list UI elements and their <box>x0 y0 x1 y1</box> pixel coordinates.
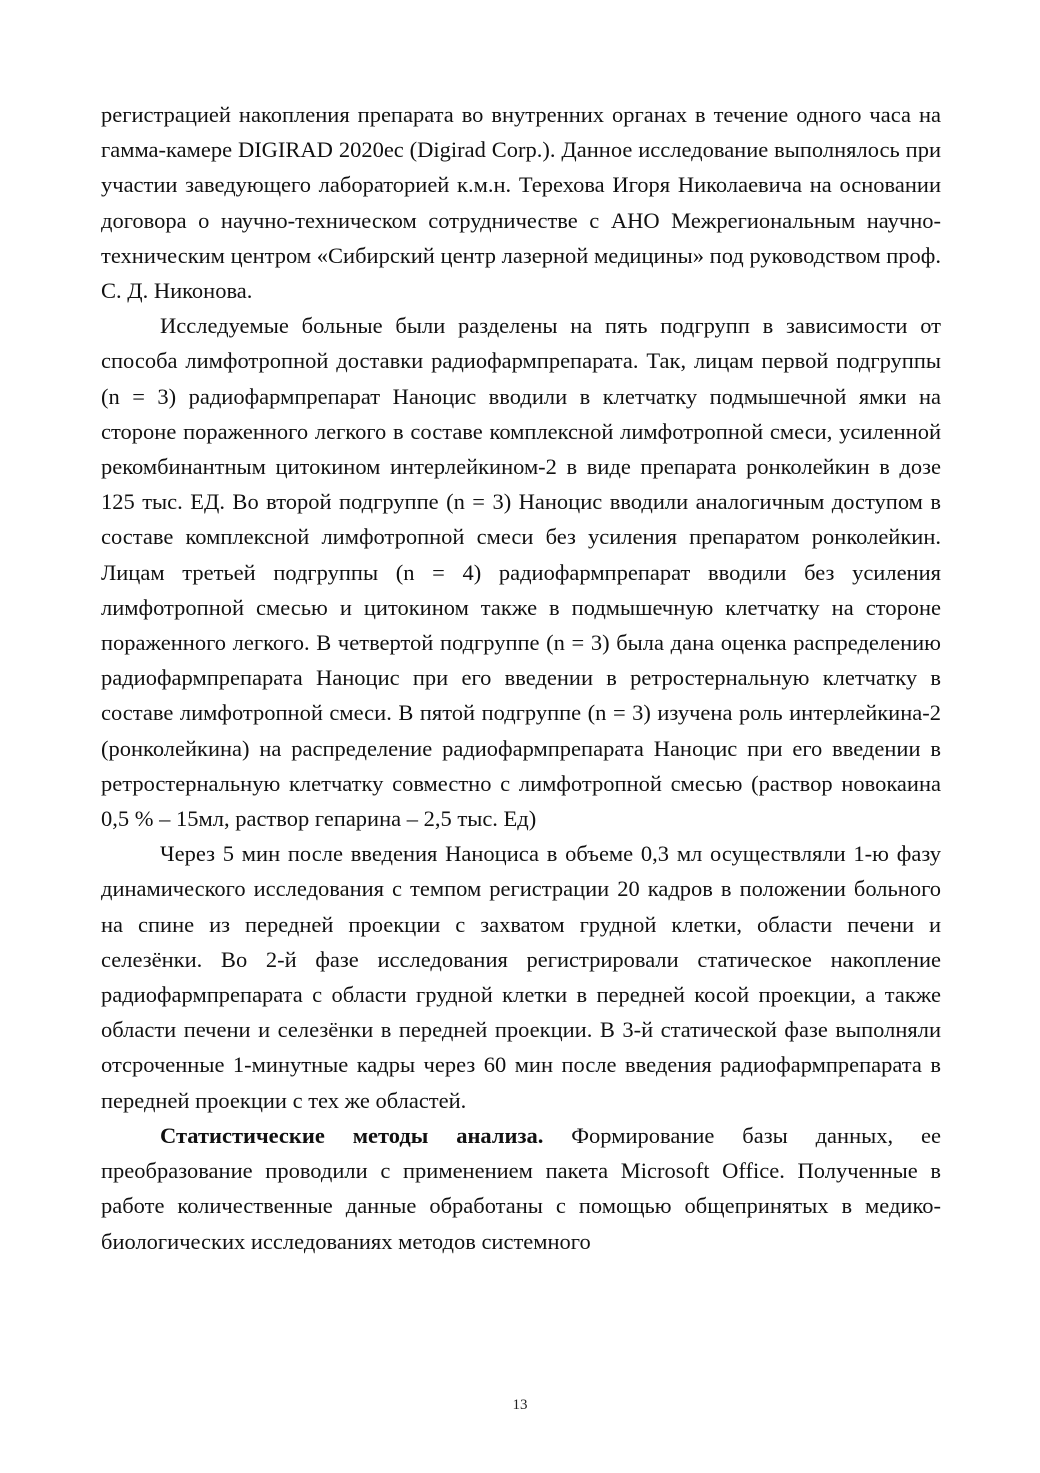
paragraph-4-text: Формирование базы данных, ее преобразование проводили с применением пакета Microsoft Office. Полученные в работе количественные данные обработаны с помощью общепринятых в медико-биологических исследованиях методов системного <box>101 1122 941 1254</box>
body-text <box>101 97 941 1259</box>
paragraph-3-text: Через 5 мин после введения Наноциса в объеме 0,3 мл осуществляли 1-ю фазу динамического исследования с темпом регистрации 20 кадров в положении больного на спине из передней проекции с захватом грудной клетки, области печени и селезёнки. Во 2-й фазе исследования регистрировали статическое накопление радиофармпрепарата с области грудной клетки в передней косой проекции, а также области печени и селезёнки в передней проекции. В 3-й статической фазе выполняли отсроченные 1-минутные кадры через 60 мин после введения радиофармпрепарата в передней проекции с тех же областей. <box>101 841 941 1113</box>
paragraph-2-text: Исследуемые больные были разделены на пять подгрупп в зависимости от способа лимфотропной доставки радиофармпрепарата. Так, лицам первой подгруппы (n = 3) радиофармпрепарат Наноцис вводили в клетчатку подмышечной ямки на стороне пораженного легкого в составе комплексной лимфотропной смеси, усиленной рекомбинантным цитокином интерлейкином-2 в виде препарата ронколейкин в дозе 125 тыс. ЕД. Во второй подгруппе (n = 3) Наноцис вводили аналогичным доступом в составе комплексной лимфотропной смеси без усиления препаратом ронколейкин. Лицам третьей подгруппы (n = 4) радиофармпрепарат вводили без усиления лимфотропной смесью и цитокином также в подмышечную клетчатку на стороне пораженного легкого. В четвертой подгруппе (n = 3) была дана оценка распределению радиофармпрепарата Наноцис при его введении в ретростернальную клетчатку в составе лимфотропной смеси. В пятой подгруппе (n = 3) изучена роль интерлейкина-2 (ронколейкина) на распределение радиофармпрепарата Наноцис при его введении в ретростернальную клетчатку совместно с лимфотропной смесью (раствор новокаина 0,5 % – 15мл, раствор гепарина – 2,5 тыс. Ед) <box>101 313 941 832</box>
page-number: 13 <box>512 1397 528 1413</box>
paragraph-4 <box>101 1118 941 1259</box>
paragraph-2 <box>101 308 941 836</box>
paragraph-1 <box>101 97 941 308</box>
paragraph-3 <box>101 836 941 1118</box>
paragraph-4-heading: Статистические методы анализа. <box>160 1122 544 1148</box>
paragraph-1-text: регистрацией накопления препарата во внутренних органах в течение одного часа на гамма-камере DIGIRAD 2020ec (Digirad Corp.). Данное исследование выполнялось при участии заведующего лабораторией к.м.н. Терехова Игоря Николаевича на основании договора о научно-техническом сотрудничестве с АНО Межрегиональным научно-техническим центром «Сибирский центр лазерной медицины» под руководством проф. С. Д. Никонова. <box>101 102 941 304</box>
